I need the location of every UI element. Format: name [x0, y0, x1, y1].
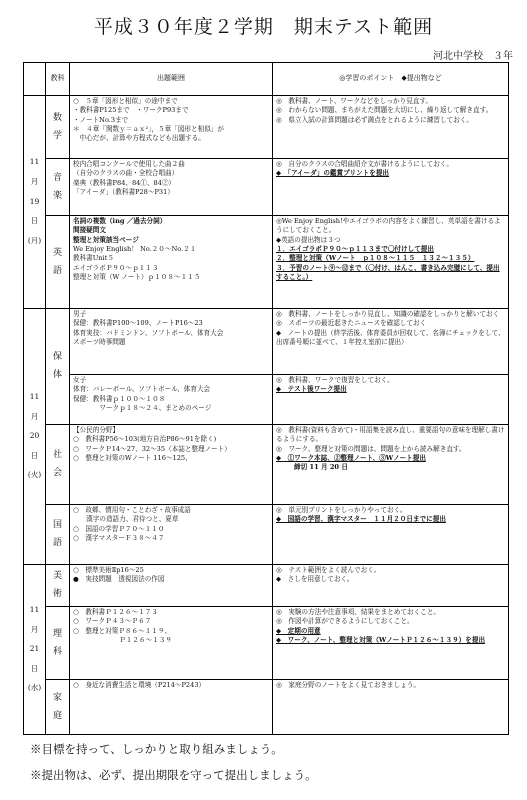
header-points: ◎学習のポイント ◆提出物など	[273, 63, 509, 96]
exam-range-table	[23, 62, 509, 735]
subject-art	[46, 565, 70, 607]
text-line: 会	[52, 468, 62, 478]
table-row	[24, 607, 509, 680]
text-line: ○ 教科書P56〜103(地方自治P86〜91を除く)	[73, 435, 217, 444]
range-math	[70, 96, 273, 159]
text-line: 月	[30, 177, 39, 187]
range-home	[70, 680, 273, 735]
text-line: 英	[52, 247, 62, 258]
text-line: ◎ 実験の方法や注意事項、結果をまとめておくこと。	[276, 608, 441, 616]
header-subject: 教科	[46, 63, 70, 96]
text-line: 数	[52, 112, 62, 123]
table-row	[24, 505, 509, 565]
footer-note-goal: ※目標を持って、しっかりと取り組みましょう。	[30, 742, 283, 756]
points-japanese	[273, 505, 509, 565]
table-row	[24, 216, 509, 309]
submit-pe-girls: ◆ テスト後ワーク提出	[276, 385, 347, 394]
subject-music	[46, 159, 70, 216]
text-line: スポーツ時事問題	[73, 338, 126, 347]
text-line: 校内合唱コンクールで使用した曲２曲	[73, 160, 185, 168]
text-line: ● 実技問題 透視図法の作図	[73, 575, 165, 584]
text-line: 11	[29, 391, 40, 401]
text-line: ○ 整理と対策のWノート 116〜125、	[73, 454, 192, 463]
table-row	[24, 159, 509, 216]
points-social	[273, 425, 509, 505]
text-line: 20	[29, 431, 40, 441]
text-line: 社	[52, 450, 62, 461]
text-line: ○ 漢字マスターＦ３８〜４７	[73, 534, 165, 543]
points-science	[273, 607, 509, 680]
text-line: ○ 整理と対策Ｐ８６〜１１９、	[73, 626, 172, 635]
date-cell	[24, 565, 46, 735]
range-english: 名詞の複数（ing ／過去分詞） 間接疑問文 整理と対策該当ページ We Enjoy English！ No.２０〜No.２１ 教科書Unit５ エイゴラボＰ９０〜ｐ１１３ 整理と対策（W ノート）ｐ１０８〜１１５	[70, 216, 273, 309]
school-name: 河北中学校 ３年	[433, 51, 513, 62]
text-line: 漢字の造語力、君待つと、夏草	[73, 515, 179, 524]
text-line: ◎We Enjoy English!やエイゴラボの内容をよく練習し、英単語を書けるようにしておくこと。	[276, 217, 501, 235]
text-line: ○ 故郷、慣用句・ことわざ・故事成語	[73, 506, 191, 514]
points-math	[273, 96, 509, 159]
range-pe-girls	[70, 375, 273, 425]
text-line: 楽典（教科書P84、84①、84②）	[73, 178, 176, 187]
text-line: ○ ワークＰ14〜27、32〜35（本誌と整理ノート）	[73, 444, 231, 453]
text-line: 家	[52, 692, 62, 703]
text-line: 日	[30, 216, 39, 226]
text-line: ○ 身近な消費生活と環境（P214〜P243）	[73, 681, 206, 689]
range-music	[70, 159, 273, 216]
table-row	[24, 96, 509, 159]
text-line: 体育実技：バドミントン、ソフトボール、体育大会	[73, 328, 224, 337]
text-line: ◎ 教科書(資料も含めて)・用語集を読み直し、重要語句の意味を理解し書けるようにする。	[276, 426, 505, 444]
text-line: ◎ わからない問題、まちがえた問題を大切にし、繰り返して解き直す。	[276, 106, 493, 115]
text-line: ３．予習のノート⑨〜⑫まで（〇付け、はんこ、書き込み完璧にして、提出すること。）	[276, 263, 500, 282]
table-row	[24, 309, 509, 375]
table-row	[24, 680, 509, 735]
text-line: 11	[29, 604, 40, 614]
submit-social: ◆ ①ワーク本誌、②整理ノート、③Wノート提出	[276, 454, 426, 463]
text-line: ◆ 定期の用意	[276, 626, 321, 635]
points-pe-boys	[273, 309, 509, 375]
text-line: ○ ワークＰ４３〜Ｐ６７	[73, 617, 152, 626]
text-line: (水)	[27, 683, 42, 693]
date-cell	[24, 309, 46, 565]
text-line: 国	[52, 520, 62, 531]
text-line: 保健：教科書P100〜109、ノートP16〜23	[73, 319, 203, 328]
text-line: ・教科書P125まで ・ワークP93まで	[73, 106, 189, 115]
points-art	[273, 565, 509, 607]
text-line: 【公民的分野】	[73, 426, 120, 434]
subject-social	[46, 425, 70, 505]
text-line: ◎ 教科書、ノートをしっかり見直し、知識の確認をしっかりと解いておく	[276, 310, 500, 318]
header-range: 出題範囲	[70, 63, 273, 96]
points-english	[273, 216, 509, 309]
text-line: 男子	[73, 310, 87, 318]
text-line: （自分のクラスの曲・全校合唱曲）	[73, 169, 179, 178]
range-pe-boys	[70, 309, 273, 375]
submit-pe-boys: ◆ ノートの提出（終学活後、体育委員が回収して、名簿にチェックをして、出席番号順に並べて、１年控え室前に提出）	[276, 328, 505, 347]
footer-note-submit: ※提出物は、必ず、提出期限を守って提出しましょう。	[30, 768, 317, 782]
subject-pe	[46, 309, 70, 425]
text-line: ◆ ワーク、ノート、整理と対策（WノートＰ１２６〜１３９）を提出	[276, 636, 486, 645]
table-row	[24, 425, 509, 505]
text-line: 日	[30, 450, 39, 460]
page-title: 平成３０年度２学期 期末テスト範囲	[93, 16, 434, 38]
text-line: 体	[52, 370, 62, 380]
subject-math	[46, 96, 70, 159]
subject-home	[46, 680, 70, 735]
table-row	[24, 565, 509, 607]
text-line: 科	[52, 646, 62, 657]
text-line: ○ ５章「図形と相似」の途中まで	[73, 97, 178, 105]
text-line: 学	[52, 130, 62, 141]
text-line: 21	[29, 644, 40, 654]
text-line: ◎ スポーツの最近起きたニュースを確認しておく	[276, 319, 427, 328]
range-japanese	[70, 505, 273, 565]
text-line: ◎ 教科書、ワークで復習をしておく。	[276, 376, 394, 384]
range-science	[70, 607, 273, 680]
text-line: 音	[52, 172, 62, 183]
text-line: ◎ 単元別プリントをしっかりやっておく。	[276, 506, 407, 514]
table-header	[24, 63, 509, 96]
text-line: ・ノートNo.3まで	[73, 115, 129, 124]
text-line: 術	[52, 589, 62, 599]
text-line: 保	[52, 352, 62, 363]
text-line: 19	[29, 196, 40, 206]
submit-art: ◆ さしを用意しておく。	[276, 575, 354, 584]
text-line: 楽	[52, 190, 62, 201]
text-line: ワークｐ１８〜２４、まとめのページ	[73, 404, 212, 413]
date-cell	[24, 96, 46, 309]
points-pe-girls	[273, 375, 509, 425]
text-line: ◎ 家庭分野のノートをよく見ておきましょう。	[276, 681, 421, 689]
subject-japanese	[46, 505, 70, 565]
text-line: 11	[29, 157, 40, 167]
text-line: ◎ 自分のクラスの合唱曲紹介文が書けるようにしておく。	[276, 160, 453, 168]
range-art	[70, 565, 273, 607]
points-music	[273, 159, 509, 216]
text-line: 庭	[52, 710, 62, 721]
text-line: ○ 標準美術Ⅱp16〜25	[73, 566, 144, 574]
text-line: 中心だが、計算や方程式なども出題する。	[73, 134, 205, 143]
text-line: ◎ 作図や計算ができるようにしておくこと。	[276, 617, 414, 626]
text-line: ◎ テスト範囲をよく読んでおく。	[276, 566, 381, 574]
text-line: ２．整理と対策（Wノート ｐ１０８〜１１５ １３２〜１３５）	[276, 254, 475, 263]
deadline-social: 締切 11 月 20 日	[294, 463, 348, 472]
text-line: (火)	[27, 470, 42, 480]
text-line: 日	[30, 663, 39, 673]
text-line: ◎ 県立入試の計算問題は必ず満点をとれるように練習しておく。	[276, 115, 473, 124]
text-line: 保健：教科書ｐ１００〜１０８	[73, 394, 166, 403]
range-social	[70, 425, 273, 505]
points-home	[273, 680, 509, 735]
text-line: 理	[52, 628, 62, 639]
submit-japanese: ◆ 国語の学習、漢字マスター １１月２０日までに提出	[276, 515, 446, 524]
subject-science	[46, 607, 70, 680]
text-line: ◎ ワーク、整理と対策の問題は、問題を上から読み解き直す。	[276, 444, 466, 453]
text-line: 月	[30, 411, 39, 421]
table-row	[24, 375, 509, 425]
text-line: 語	[52, 265, 62, 276]
text-line: ＊ ４章「関数ｙ＝ａｘ²」，５章「図形と相似」が	[73, 125, 224, 134]
text-line: ◆英語の提出物は３つ	[276, 235, 341, 244]
submit-music: ◆ 「アイーダ」の鑑賞プリントを提出	[276, 169, 390, 178]
text-line: 語	[52, 538, 62, 548]
text-line: ○ 国語の学習Ｐ７０〜１１０	[73, 524, 165, 533]
text-line: 「アイーダ」（教科書P28〜P31）	[73, 188, 174, 197]
text-line: １．エイゴラボＰ９０〜ｐ１１３まで〇付けして提出	[276, 245, 434, 254]
text-line: ◎ 教科書、ノート、ワークなどをしっかり見直す。	[276, 97, 433, 105]
text-line: ○ 教科書Ｐ１２６〜１７３	[73, 608, 158, 616]
subject-english	[46, 216, 70, 309]
text-line: 月	[30, 624, 39, 634]
text-line: (月)	[27, 235, 42, 245]
text-line: 女子	[73, 376, 87, 384]
text-line: 美	[52, 571, 62, 582]
text-line: 体育：バレーボール、ソフトボール、体育大会	[73, 385, 211, 394]
text-line: Ｐ１２６〜１３９	[73, 636, 172, 645]
